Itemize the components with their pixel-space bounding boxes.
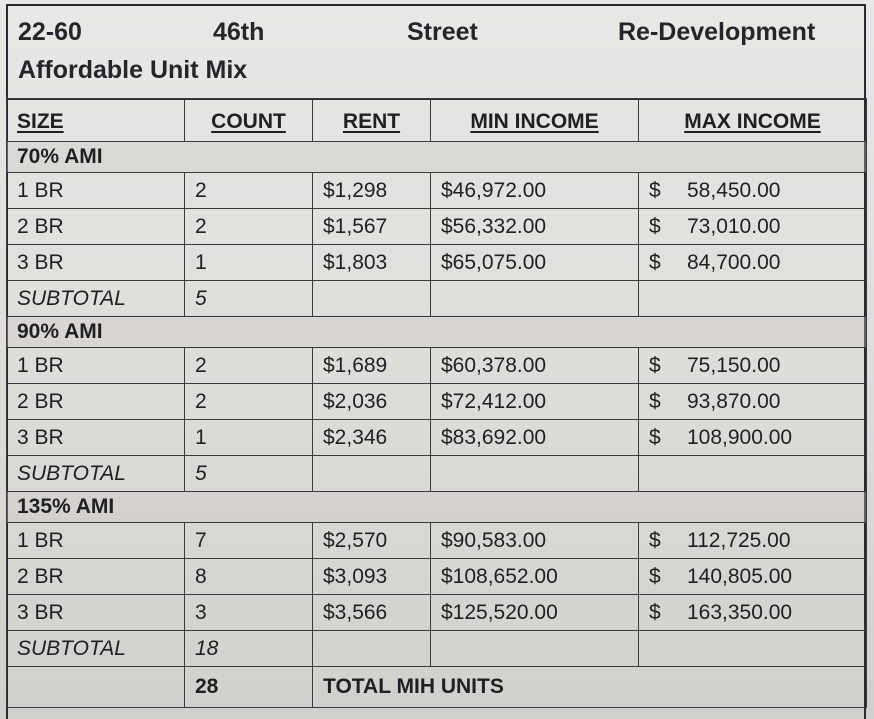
column-header-count: COUNT bbox=[185, 99, 313, 142]
dollar-sign: $ bbox=[649, 250, 661, 274]
subtotal-count: 18 bbox=[185, 631, 313, 667]
rent-cell: $2,036 bbox=[313, 384, 431, 420]
max-income-cell bbox=[639, 209, 867, 245]
unit-size-cell: 2 BR bbox=[7, 384, 185, 420]
max-income-value: 73,010.00 bbox=[687, 214, 781, 238]
unit-size-cell: 2 BR bbox=[7, 559, 185, 595]
max-income-cell bbox=[639, 173, 867, 209]
empty-cell bbox=[431, 456, 639, 492]
unit-size-cell: 3 BR bbox=[7, 595, 185, 631]
max-income-cell bbox=[639, 245, 867, 281]
table-row bbox=[7, 245, 867, 281]
dollar-sign: $ bbox=[649, 178, 661, 202]
empty-cell bbox=[431, 281, 639, 317]
rent-cell: $1,298 bbox=[313, 173, 431, 209]
street-name: 46th bbox=[213, 18, 265, 46]
dollar-sign: $ bbox=[649, 353, 661, 377]
unit-mix-table bbox=[6, 98, 867, 708]
empty-cell bbox=[313, 281, 431, 317]
table-row bbox=[7, 173, 867, 209]
address-number: 22-60 bbox=[18, 18, 82, 46]
dollar-sign: $ bbox=[649, 425, 661, 449]
rent-cell: $1,567 bbox=[313, 209, 431, 245]
ami-group-header bbox=[7, 492, 867, 523]
empty-cell bbox=[7, 667, 185, 708]
unit-count-cell: 3 bbox=[185, 595, 313, 631]
table-row bbox=[7, 523, 867, 559]
unit-size-cell: 1 BR bbox=[7, 348, 185, 384]
column-header-min-income: MIN INCOME bbox=[431, 99, 639, 142]
min-income-cell: $83,692.00 bbox=[431, 420, 639, 456]
max-income-value: 112,725.00 bbox=[687, 528, 791, 552]
unit-count-cell: 8 bbox=[185, 559, 313, 595]
ami-group-label: 135% AMI bbox=[7, 492, 867, 523]
table-row bbox=[7, 420, 867, 456]
empty-cell bbox=[313, 456, 431, 492]
unit-count-cell: 2 bbox=[185, 348, 313, 384]
min-income-cell: $56,332.00 bbox=[431, 209, 639, 245]
dollar-sign: $ bbox=[649, 528, 661, 552]
max-income-cell bbox=[639, 595, 867, 631]
max-income-cell bbox=[639, 559, 867, 595]
min-income-cell: $125,520.00 bbox=[431, 595, 639, 631]
subtotal-label: SUBTOTAL bbox=[7, 281, 185, 317]
max-income-value: 163,350.00 bbox=[687, 600, 793, 624]
max-income-cell bbox=[639, 523, 867, 559]
rent-cell: $1,689 bbox=[313, 348, 431, 384]
max-income-value: 75,150.00 bbox=[687, 353, 781, 377]
project-name: Re-Development bbox=[618, 18, 816, 46]
subtotal-count: 5 bbox=[185, 281, 313, 317]
min-income-cell: $60,378.00 bbox=[431, 348, 639, 384]
max-income-cell bbox=[639, 384, 867, 420]
rent-cell: $2,570 bbox=[313, 523, 431, 559]
unit-count-cell: 2 bbox=[185, 173, 313, 209]
subtotal-row bbox=[7, 456, 867, 492]
dollar-sign: $ bbox=[649, 214, 661, 238]
unit-count-cell: 1 bbox=[185, 420, 313, 456]
empty-cell bbox=[639, 456, 867, 492]
unit-size-cell: 3 BR bbox=[7, 245, 185, 281]
unit-size-cell: 2 BR bbox=[7, 209, 185, 245]
ami-group-label: 90% AMI bbox=[7, 317, 867, 348]
document-subtitle: Affordable Unit Mix bbox=[18, 56, 248, 84]
rent-cell: $3,566 bbox=[313, 595, 431, 631]
table-row bbox=[7, 559, 867, 595]
table-row bbox=[7, 209, 867, 245]
dollar-sign: $ bbox=[649, 600, 661, 624]
total-label: TOTAL MIH UNITS bbox=[313, 667, 867, 708]
min-income-cell: $90,583.00 bbox=[431, 523, 639, 559]
ami-group-label: 70% AMI bbox=[7, 142, 867, 173]
max-income-value: 58,450.00 bbox=[687, 178, 781, 202]
subtotal-row bbox=[7, 281, 867, 317]
column-header-rent: RENT bbox=[313, 99, 431, 142]
empty-cell bbox=[313, 631, 431, 667]
unit-size-cell: 1 BR bbox=[7, 173, 185, 209]
column-header-max-income: MAX INCOME bbox=[639, 99, 867, 142]
subtotal-count: 5 bbox=[185, 456, 313, 492]
max-income-cell bbox=[639, 348, 867, 384]
rent-cell: $2,346 bbox=[313, 420, 431, 456]
min-income-cell: $108,652.00 bbox=[431, 559, 639, 595]
dollar-sign: $ bbox=[649, 389, 661, 413]
total-count: 28 bbox=[185, 667, 313, 708]
max-income-value: 93,870.00 bbox=[687, 389, 781, 413]
ami-group-header bbox=[7, 317, 867, 348]
empty-cell bbox=[639, 631, 867, 667]
street-word: Street bbox=[407, 18, 478, 46]
rent-cell: $3,093 bbox=[313, 559, 431, 595]
unit-size-cell: 3 BR bbox=[7, 420, 185, 456]
min-income-cell: $72,412.00 bbox=[431, 384, 639, 420]
min-income-cell: $65,075.00 bbox=[431, 245, 639, 281]
document-header bbox=[6, 4, 866, 100]
subtotal-row bbox=[7, 631, 867, 667]
column-header-size: SIZE bbox=[7, 99, 185, 142]
rent-cell: $1,803 bbox=[313, 245, 431, 281]
unit-size-cell: 1 BR bbox=[7, 523, 185, 559]
max-income-value: 108,900.00 bbox=[687, 425, 793, 449]
table-row bbox=[7, 595, 867, 631]
ami-group-header bbox=[7, 142, 867, 173]
unit-count-cell: 2 bbox=[185, 384, 313, 420]
unit-count-cell: 1 bbox=[185, 245, 313, 281]
empty-cell bbox=[431, 631, 639, 667]
column-header-row bbox=[7, 99, 867, 142]
max-income-cell bbox=[639, 420, 867, 456]
max-income-value: 84,700.00 bbox=[687, 250, 781, 274]
dollar-sign: $ bbox=[649, 564, 661, 588]
max-income-value: 140,805.00 bbox=[687, 564, 793, 588]
table-row bbox=[7, 384, 867, 420]
unit-count-cell: 2 bbox=[185, 209, 313, 245]
subtotal-label: SUBTOTAL bbox=[7, 631, 185, 667]
total-row bbox=[7, 667, 867, 708]
table-row bbox=[7, 348, 867, 384]
empty-cell bbox=[639, 281, 867, 317]
unit-count-cell: 7 bbox=[185, 523, 313, 559]
min-income-cell: $46,972.00 bbox=[431, 173, 639, 209]
subtotal-label: SUBTOTAL bbox=[7, 456, 185, 492]
